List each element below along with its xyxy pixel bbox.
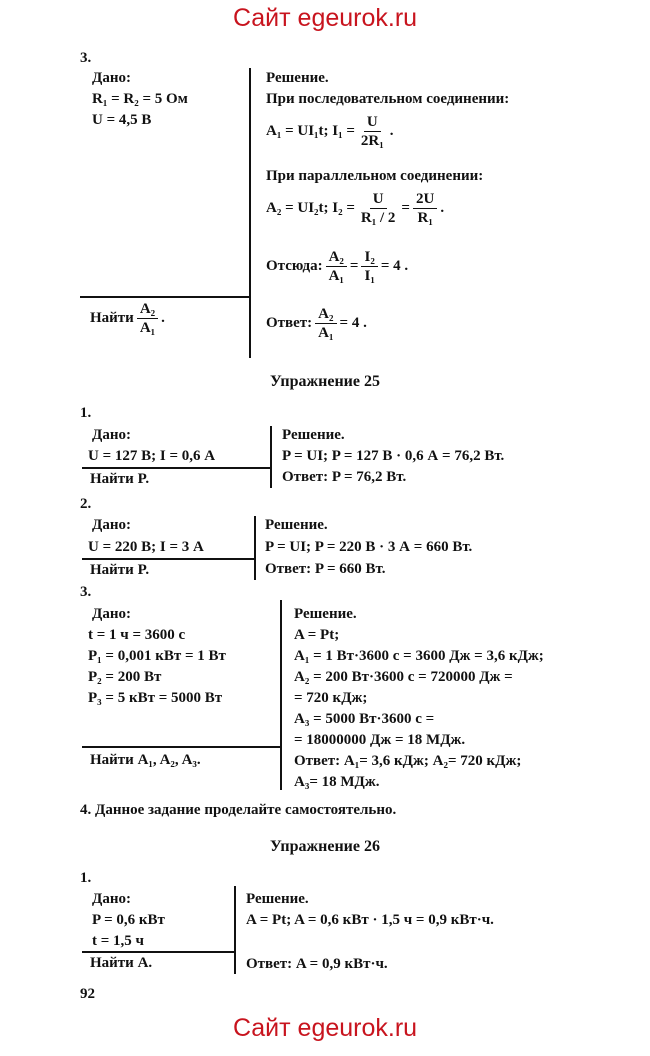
solution-line: A = Pt; A = 0,6 кВт · 1,5 ч = 0,9 кВт·ч. xyxy=(246,912,494,928)
site-footer: Сайт egeurok.ru xyxy=(232,1014,418,1042)
formula-fraction xyxy=(358,190,399,227)
given-label: Дано: xyxy=(92,517,131,533)
given-line: P₃ = 5 кВт = 5000 Вт xyxy=(88,690,223,706)
task-number: 1. xyxy=(80,405,92,421)
solution-label: Решение. xyxy=(294,606,357,622)
given-label: Дано: xyxy=(92,70,131,86)
exercise-26-title: Упражнение 26 xyxy=(269,838,380,855)
given-label: Дано: xyxy=(92,427,131,443)
solution-line: A₃ = 5000 Вт·3600 с = xyxy=(294,711,435,727)
answer-result: = 4 . xyxy=(339,315,367,331)
solution-label: Решение. xyxy=(246,891,309,907)
parallel-formula xyxy=(266,190,444,227)
solution-label: Решение. xyxy=(265,517,328,533)
solution-label: Решение. xyxy=(266,70,329,86)
fraction-numerator: I₂ xyxy=(361,248,377,267)
find-line: Найти P. xyxy=(90,471,150,487)
formula-text: A₂ = UI₂t; I₂ = xyxy=(266,200,355,216)
task-number: 2. xyxy=(80,496,92,512)
fraction-numerator: U xyxy=(364,113,381,132)
equals: = xyxy=(349,258,359,274)
fraction-numerator: A₂ xyxy=(326,248,347,267)
site-header: Сайт egeurok.ru xyxy=(232,4,418,32)
formula-fraction xyxy=(361,248,377,285)
divider-vertical xyxy=(249,68,251,358)
fraction-denominator: A₁ xyxy=(139,320,156,336)
solution-line: P = UI; P = 127 В · 0,6 А = 76,2 Вт. xyxy=(282,448,505,464)
given-line: U = 220 В; I = 3 А xyxy=(88,539,204,555)
given-label: Дано: xyxy=(92,891,131,907)
fraction-numerator: A₂ xyxy=(315,305,336,324)
divider-vertical xyxy=(270,426,272,488)
formula-fraction xyxy=(326,248,347,285)
fraction-denominator: R₁ / 2 xyxy=(360,210,396,226)
given-line: U = 4,5 В xyxy=(92,112,152,128)
formula-fraction xyxy=(358,113,387,150)
find-label: Найти xyxy=(90,310,134,326)
solution-line: A₁ = 1 Вт·3600 с = 3600 Дж = 3,6 кДж; xyxy=(294,648,544,664)
given-line: R₁ = R₂ = 5 Ом xyxy=(92,91,188,107)
divider-vertical xyxy=(254,516,256,580)
answer-line: Ответ: A = 0,9 кВт·ч. xyxy=(246,956,388,972)
page-number: 92 xyxy=(80,986,95,1002)
formula-fraction xyxy=(413,190,437,227)
parallel-label: При параллельном соединении: xyxy=(266,168,484,184)
solution-line: A = Pt; xyxy=(294,627,340,643)
task-4-note: 4. Данное задание проделайте самостоятельно. xyxy=(80,802,397,818)
answer-line: Ответ: P = 660 Вт. xyxy=(265,561,386,577)
answer-line: A₃= 18 МДж. xyxy=(294,774,380,790)
find-fraction xyxy=(137,300,158,337)
formula-fraction xyxy=(315,305,336,342)
given-line: U = 127 В; I = 0,6 А xyxy=(88,448,216,464)
fraction-denominator: A₁ xyxy=(328,268,344,284)
series-formula xyxy=(266,113,394,150)
fraction-numerator: 2U xyxy=(413,190,437,209)
given-line: P₁ = 0,001 кВт = 1 Вт xyxy=(88,648,226,664)
task-number: 3. xyxy=(80,584,92,600)
find-line: Найти A₁, A₂, A₃. xyxy=(90,752,201,768)
answer-label: Ответ: xyxy=(266,315,313,331)
hence-label: Отсюда: xyxy=(266,258,323,274)
solution-line: = 720 кДж; xyxy=(294,690,368,706)
period: . xyxy=(440,200,445,216)
divider-horizontal xyxy=(82,746,280,748)
formula-result: = 4 . xyxy=(380,258,409,274)
period: . xyxy=(161,310,165,326)
fraction-denominator: 2R₁ xyxy=(360,133,384,149)
fraction-denominator: R₁ xyxy=(417,210,433,226)
equals: = xyxy=(401,200,410,216)
given-line: t = 1,5 ч xyxy=(92,933,145,949)
solution-line: A₂ = 200 Вт·3600 с = 720000 Дж = xyxy=(294,669,513,685)
divider-vertical xyxy=(280,600,282,790)
find-line: Найти A. xyxy=(90,955,153,971)
find-line xyxy=(90,300,165,337)
answer-formula xyxy=(266,305,367,342)
given-line: P = 0,6 кВт xyxy=(92,912,165,928)
solution-line: = 18000000 Дж = 18 МДж. xyxy=(294,732,466,748)
given-line: P₂ = 200 Вт xyxy=(88,669,162,685)
find-line: Найти P. xyxy=(90,562,150,578)
answer-line: Ответ: P = 76,2 Вт. xyxy=(282,469,407,485)
given-line: t = 1 ч = 3600 с xyxy=(88,627,186,643)
exercise-25-title: Упражнение 25 xyxy=(269,373,380,390)
fraction-denominator: I₁ xyxy=(364,268,375,284)
hence-formula xyxy=(266,248,408,285)
fraction-numerator: U xyxy=(370,190,387,209)
task-number: 1. xyxy=(80,870,92,886)
series-label: При последовательном соединении: xyxy=(266,91,510,107)
given-label: Дано: xyxy=(92,606,131,622)
solution-label: Решение. xyxy=(282,427,345,443)
fraction-denominator: A₁ xyxy=(318,325,334,341)
period: . xyxy=(389,123,394,139)
formula-text: A₁ = UI₁t; I₁ = xyxy=(266,123,355,139)
answer-line: Ответ: A₁= 3,6 кДж; A₂= 720 кДж; xyxy=(294,753,522,769)
task-number: 3. xyxy=(80,50,92,66)
divider-vertical xyxy=(234,886,236,974)
solution-line: P = UI; P = 220 В · 3 А = 660 Вт. xyxy=(265,539,473,555)
fraction-numerator: A₂ xyxy=(137,300,158,319)
divider-horizontal xyxy=(80,296,250,298)
